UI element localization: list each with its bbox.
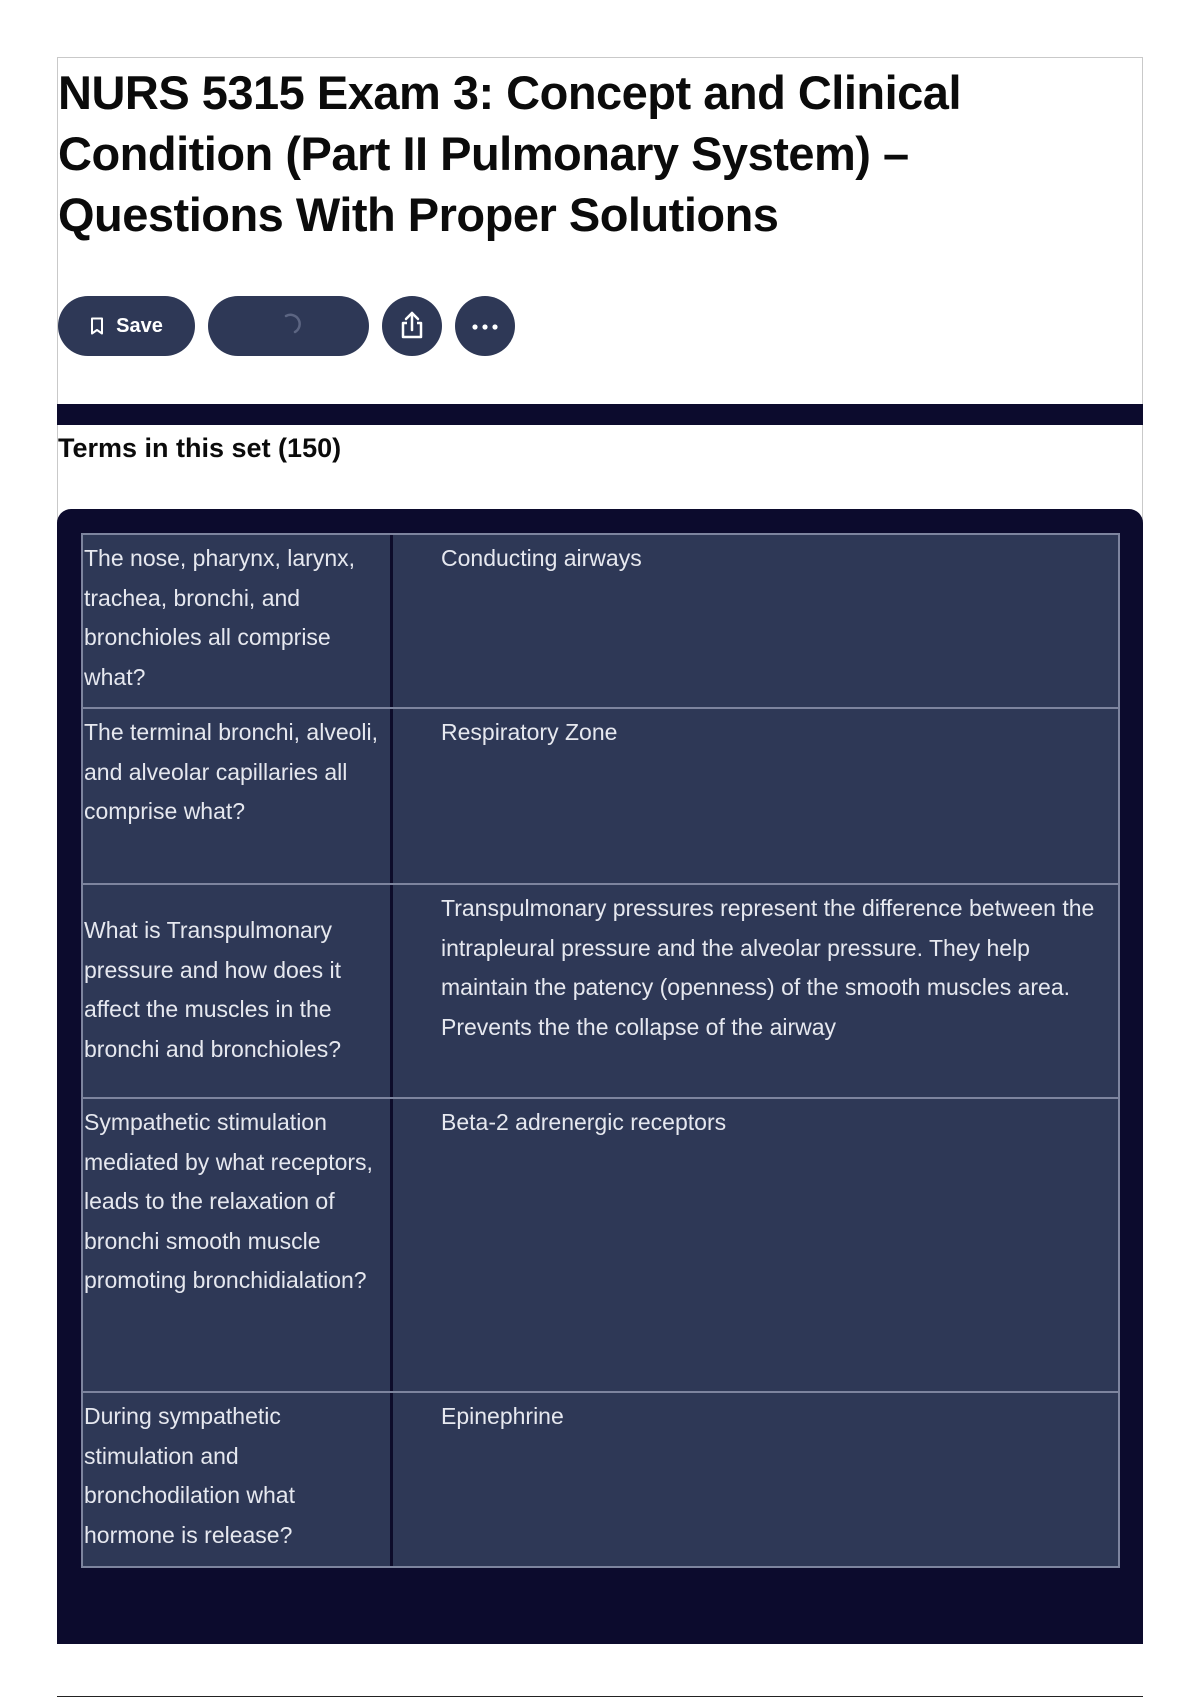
term-card[interactable] [81, 709, 1120, 885]
page-title: NURS 5315 Exam 3: Concept and Clinical Condition (Part II Pulmonary System) – Questions With Proper Solutions [58, 66, 962, 241]
more-options-button[interactable] [455, 296, 515, 356]
card-term: During sympathetic stimulation and bronchodilation what hormone is release? [83, 1393, 393, 1566]
card-term: The terminal bronchi, alveoli, and alveolar capillaries all comprise what? [83, 709, 393, 883]
card-term: What is Transpulmonary pressure and how does it affect the muscles in the bronchi and bronchioles? [83, 885, 393, 1097]
bookmark-icon [90, 317, 104, 335]
footer-divider [57, 1696, 1143, 1697]
action-bar [58, 295, 528, 357]
term-card[interactable] [81, 1393, 1120, 1568]
loading-spinner-icon [275, 311, 303, 342]
term-card[interactable] [81, 1099, 1120, 1393]
term-card-list [81, 533, 1120, 1568]
term-card[interactable] [81, 533, 1120, 709]
card-term: Sympathetic stimulation mediated by what receptors, leads to the relaxation of bronchi smooth muscle promoting bronchidialation? [83, 1099, 393, 1391]
card-definition: Respiratory Zone [441, 719, 618, 745]
share-button[interactable] [382, 296, 442, 356]
card-definition: Conducting airways [441, 545, 642, 571]
terms-panel [57, 509, 1143, 1644]
card-definition: Epinephrine [441, 1403, 564, 1429]
save-button[interactable] [58, 296, 195, 356]
loading-button[interactable] [208, 296, 369, 356]
more-icon [470, 319, 500, 334]
save-button-label: Save [116, 314, 163, 337]
share-icon [398, 310, 426, 343]
card-term: The nose, pharynx, larynx, trachea, bronchi, and bronchioles all comprise what? [83, 535, 393, 707]
terms-heading: Terms in this set (150) [58, 433, 342, 463]
card-definition: Beta-2 adrenergic receptors [441, 1109, 727, 1135]
card-definition: Transpulmonary pressures represent the difference between the intrapleural pressure and the alveolar pressure. They help maintain the patency (openness) of the smooth muscles area. Prevents the the collapse of the airway [441, 895, 1095, 1040]
study-set-page [57, 57, 1143, 1643]
divider-band [57, 404, 1143, 425]
term-card[interactable] [81, 885, 1120, 1099]
